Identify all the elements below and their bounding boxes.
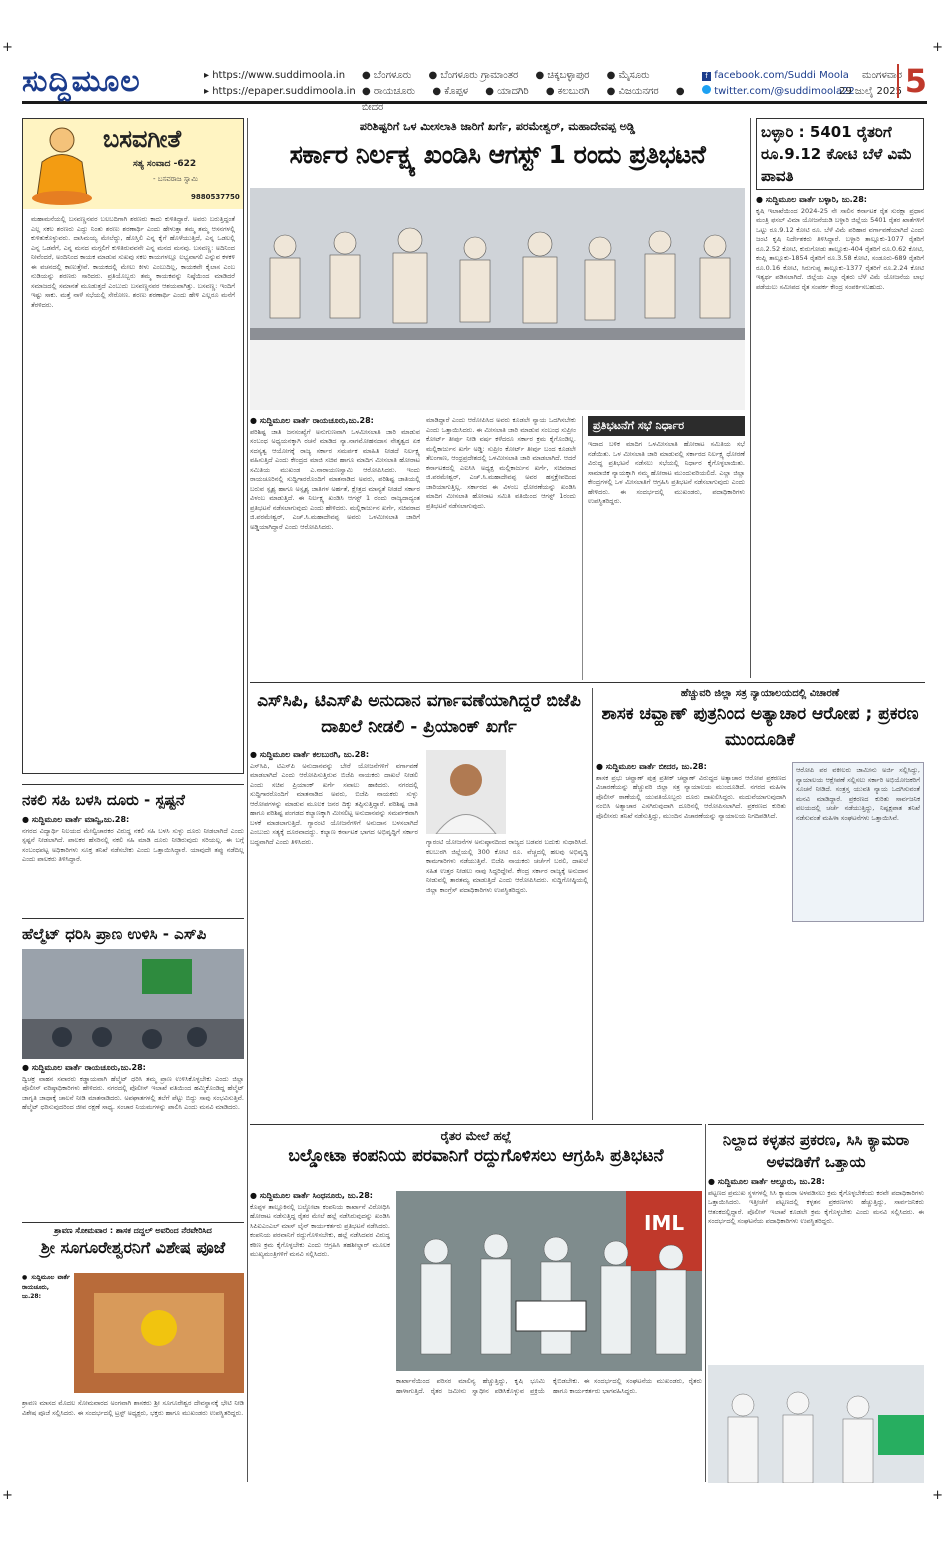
protest-photo <box>396 1191 702 1371</box>
court-kicker: ಹೆಚ್ಚುವರಿ ಜಿಲ್ಲಾ ಸತ್ರ ನ್ಯಾಯಾಲಯದಲ್ಲಿ ವಿಚಾರಣೆ <box>680 688 840 699</box>
baldota-byline: ● ಸುದ್ದಿಮೂಲ ವಾರ್ತೆ ಸಿಂಧನೂರು, ಜು.28: <box>250 1191 373 1200</box>
pooja-body-text: ಶ್ರಾವಣ ಮಾಸದ ಮೊದಲ ಸೋಮವಾರದ ಅಂಗವಾಗಿ ಶಾಸಕರು ಶ್ರೀ ಸೂಗೂರೇಶ್ವರ ದೇವಸ್ಥಾನಕ್ಕೆ ಭೇಟಿ ನೀಡಿ ವಿಶೇಷ ಪೂಜೆ ಸಲ್ಲಿಸಿದರು. ಈ ಸಂದರ್ಭದಲ್ಲಿ ಟ್ರಸ್ಟ್ ಅಧ್ಯಕ್ಷರು, ಭಕ್ತರು ಹಾಗೂ ಮುಖಂಡರು ಉಪಸ್ಥಿತರಿದ್ದರು. <box>22 1399 244 1417</box>
basava-subtitle: ಸತ್ಯ ಸಂವಾದ -622 <box>133 159 197 169</box>
nakali-headline: ನಕಲಿ ಸಹಿ ಬಳಸಿ ದೂರು - ಸ್ಪಷ್ಟನೆ <box>22 791 185 809</box>
issue-date <box>832 68 902 100</box>
lead-body-area <box>250 416 745 680</box>
column-divider <box>592 688 593 1120</box>
registration-mark: + <box>932 40 943 55</box>
ballari-story <box>756 118 924 678</box>
baldota-headline: ಬಲ್ಡೋಟಾ ಕಂಪನಿಯ ಪರವಾನಿಗೆ ರದ್ದುಗೊಳಿಸಲು ಆಗ್ರಹಿಸಿ ಪ್ರತಿಭಟನೆ <box>288 1146 664 1166</box>
pooja-kicker: ಶ್ರಾವಣ ಸೋಮವಾರ : ಶಾಸಕ ದದ್ದಲ್ ಅವರಿಂದ ನೆರವೇರಿಸಿದ <box>54 1226 212 1235</box>
twitter-link[interactable]: twitter.com/@suddimoola22 <box>702 84 855 100</box>
press-meet-photo <box>250 188 745 410</box>
masthead <box>22 62 927 113</box>
court-byline: ● ಸುದ್ದಿಮೂಲ ವಾರ್ತೆ ಬೀದರ, ಜು.28: <box>596 762 707 771</box>
lead-byline: ● ಸುದ್ದಿಮೂಲ ವಾರ್ತೆ ರಾಯಚೂರು,ಜು.28: <box>250 416 374 425</box>
nakali-story <box>22 784 244 914</box>
lead-body: ● ಸುದ್ದಿಮೂಲ ವಾರ್ತೆ ರಾಯಚೂರು,ಜು.28: ಪರಿಶಿಷ್ಟ ಜಾತಿ ಜನಸಂಖ್ಯೆಗೆ ಅನುಗುಣವಾಗಿ ಒಳಮೀಸಲಾತಿ ಜಾರಿ ಮಾಡುವ ಸಂಬಂಧ ಅಧ್ಯಯನಕ್ಕಾಗಿ ರಚನೆ ಮಾಡಿದ ನ್ಯಾ.ನಾಗಮೋಹನದಾಸ ನೇತೃತ್ವದ ಏಕ ಸದಸ್ಯತ್ವ ಆಯೋಗಕ್ಕೆ ರಾಜ್ಯ ಸರ್ಕಾರ ಸಮರ್ಪಕ ಮಾಹಿತಿ ನೀಡದೆ ನಿರ್ಲಕ್ಷ್ಯ ವಹಿಸುತ್ತಿದೆ ಎಂದು ಕೇಂದ್ರದ ಮಾಜಿ ಸಚಿವ ಹಾಗೂ ಮಾದಿಗ ಮೀಸಲಾತಿ ಹೋರಾಟ ಸಮಿತಿಯ ಮುಖಂಡ ಎ.ನಾರಾಯಣಸ್ವಾಮಿ ಆರೋಪಿಸಿದರು. ಇಂದು ರಾಯಚೂರಿನಲ್ಲಿ ಸುದ್ದಿಗಾರರೊಂದಿಗೆ ಮಾತನಾಡಿದ ಅವರು, ಪರಿಶಿಷ್ಟ ಜಾತಿಯಲ್ಲಿ ಬರುವ ಸ್ಪೃಶ್ಯ ಹಾಗೂ ಅಸ್ಪೃಶ್ಯ ಜಾತಿಗಳ ಅರ್ಹತೆ, ಕ್ಷೇತ್ರದ ಮಾನ್ಯತೆ ನೀಡದೆ ಸರ್ಕಾರ ವಿಳಂಬ ಮಾಡುತ್ತಿದೆ. ಈ ನಿರ್ಲಕ್ಷ್ಯ ಖಂಡಿಸಿ ಆಗಸ್ಟ್ 1 ರಂದು ರಾಜ್ಯದಾದ್ಯಂತ ಪ್ರತಿಭಟನೆ ನಡೆಸಲಾಗುವುದು ಎಂದು ಹೇಳಿದರು. ಮಲ್ಲಿಕಾರ್ಜುನ ಖರ್ಗೆ, ಸಚಿವರಾದ ಜಿ.ಪರಮೇಶ್ವರ್, ಎಚ್.ಸಿ.ಮಹಾದೇವಪ್ಪ ಅವರು ಒಳಮೀಸಲಾತಿ ಜಾರಿಗೆ ಅಡ್ಡಿಯಾಗಿದ್ದಾರೆ ಎಂದು ಆರೋಪಿಸಿದರು. <box>250 416 420 531</box>
lead-kicker: ಪರಿಶಿಷ್ಟರಿಗೆ ಒಳ ಮೀಸಲಾತಿ ಜಾರಿಗೆ ಖರ್ಗೆ, ಪರಮೇಶ್ವರ್, ಮಹಾದೇವಪ್ಪ ಅಡ್ಡಿ <box>359 120 636 133</box>
website-links <box>204 68 356 100</box>
lead-headline: ಸರ್ಕಾರ ನಿರ್ಲಕ್ಷ್ಯ ಖಂಡಿಸಿ ಆಗಸ್ಟ್ 1 ರಂದು ಪ್ರತಿಭಟನೆ <box>289 140 706 169</box>
sabhe-box <box>582 416 745 680</box>
website-link[interactable]: ▸ https://www.suddimoola.in <box>204 70 346 81</box>
memorandum-photo <box>708 1365 924 1483</box>
temple-photo <box>74 1273 244 1393</box>
nakali-body: ● ಸುದ್ದಿಮೂಲ ವಾರ್ತೆ ಮಾನ್ವಿ,ಜು.28: ನಗರದ ವಿದ್ಯಾರ್ಥಿ ನಿಲಯದ ಮೇಲ್ವಿಚಾರಕರ ವಿರುದ್ಧ ನಕಲಿ ಸಹಿ ಬಳಸಿ ಸುಳ್ಳು ದೂರು ನೀಡಲಾಗಿದೆ ಎಂದು ಸ್ಪಷ್ಟನೆ ನೀಡಲಾಗಿದೆ. ಪಾಲಕರ ಹೆಸರಿನಲ್ಲಿ ನಕಲಿ ಸಹಿ ಮಾಡಿ ದೂರು ನೀಡಿರುವುದು ಸರಿಯಲ್ಲ. ಈ ಬಗ್ಗೆ ಸಂಬಂಧಪಟ್ಟ ಅಧಿಕಾರಿಗಳು ಸೂಕ್ತ ತನಿಖೆ ನಡೆಸಬೇಕು ಎಂದು ಒತ್ತಾಯಿಸಿದ್ದಾರೆ. ಯಾವುದೇ ತಪ್ಪು ನಡೆದಿಲ್ಲ ಎಂದು ಪಾಲಕರು ತಿಳಿಸಿದ್ದಾರೆ. <box>22 815 244 863</box>
epaper-link[interactable]: ▸ https://epaper.suddimoola.in <box>204 86 356 97</box>
edition-list <box>362 68 692 116</box>
kharge-headline: ಎಸ್‌ಸಿಪಿ, ಟಿಎಸ್‌ಪಿ ಅನುದಾನ ವರ್ಗಾವಣೆಯಾಗಿದ್ದರೆ ಬಿಜೆಪಿ ದಾಖಲೆ ನೀಡಲಿ - ಪ್ರಿಯಾಂಕ್ ಖರ್ಗೆ <box>257 691 581 737</box>
facebook-icon: f <box>702 72 711 81</box>
basava-title: ಬಸವಗೀತೆ <box>103 125 182 153</box>
column-divider <box>247 118 248 1482</box>
court-body: ● ಸುದ್ದಿಮೂಲ ವಾರ್ತೆ ಬೀದರ, ಜು.28: ಶಾಸಕ ಪ್ರಭು ಚವ್ಹಾಣ್ ಪುತ್ರ ಪ್ರತೀಕ್ ಚವ್ಹಾಣ್ ವಿರುದ್ಧದ ಅತ್ಯಾಚಾರ ಆರೋಪ ಪ್ರಕರಣದ ವಿಚಾರಣೆಯನ್ನು ಹೆಚ್ಚುವರಿ ಜಿಲ್ಲಾ ಸತ್ರ ನ್ಯಾಯಾಲಯ ಮುಂದೂಡಿದೆ. ನಗರದ ಮಹಿಳಾ ಪೊಲೀಸ್ ಠಾಣೆಯಲ್ಲಿ ಯುವತಿಯೊಬ್ಬರು ದೂರು ದಾಖಲಿಸಿದ್ದರು. ಮದುವೆಯಾಗುವುದಾಗಿ ನಂಬಿಸಿ ಅತ್ಯಾಚಾರ ಎಸಗಿರುವುದಾಗಿ ದೂರಿನಲ್ಲಿ ಆರೋಪಿಸಲಾಗಿದೆ. ಪ್ರಕರಣದ ಕುರಿತು ಪೊಲೀಸರು ತನಿಖೆ ನಡೆಸುತ್ತಿದ್ದು, ಮುಂದಿನ ವಿಚಾರಣೆಯನ್ನು ನ್ಯಾಯಾಲಯ ನಿಗದಿಪಡಿಸಿದೆ. <box>596 762 786 820</box>
twitter-icon <box>702 85 711 94</box>
nilada-byline: ● ಸುದ್ದಿಮೂಲ ವಾರ್ತೆ ಆಲ್ದೂರು, ಜು.28: <box>708 1177 825 1186</box>
pooja-headline: ಶ್ರೀ ಸೂಗೂರೇಶ್ವರನಿಗೆ ವಿಶೇಷ ಪೂಜೆ <box>40 1238 226 1257</box>
rally-art <box>22 949 244 1059</box>
ballari-body: ● ಸುದ್ದಿಮೂಲ ವಾರ್ತೆ ಬಳ್ಳಾರಿ, ಜು.28: ಕೃಷಿ ಇಲಾಖೆಯಿಂದ 2024-25 ನೇ ಸಾಲಿನ ಕರ್ನಾಟಕ ರೈತ ಸುರಕ್ಷಾ ಪ್ರಧಾನ ಮಂತ್ರಿ ಫಸಲ್ ವಿಮಾ ಯೋಜನೆಯಡಿ ಬಳ್ಳಾರಿ ಜಿಲ್ಲೆಯ 5401 ರೈತರ ಖಾತೆಗಳಿಗೆ ಒಟ್ಟು ರೂ.9.12 ಕೋಟಿ ರೂ. ಬೆಳೆ ವಿಮೆ ಪರಿಹಾರ ವರ್ಗಾವಣೆಯಾಗಿದೆ ಎಂದು ಜಂಟಿ ಕೃಷಿ ನಿರ್ದೇಶಕರು ತಿಳಿಸಿದ್ದಾರೆ. ಬಳ್ಳಾರಿ ತಾಲ್ಲೂಕು-1077 ರೈತರಿಗೆ ರೂ.2.52 ಕೋಟಿ, ಕುರುಗೋಡು ತಾಲ್ಲೂಕು-404 ರೈತರಿಗೆ ರೂ.0.62 ಕೋಟಿ, ಕಂಪ್ಲಿ ತಾಲ್ಲೂಕು-1854 ರೈತರಿಗೆ ರೂ.3.58 ಕೋಟಿ, ಸಂಡೂರು-689 ರೈತರಿಗೆ ರೂ.0.16 ಕೋಟಿ, ಸಿರುಗುಪ್ಪ ತಾಲ್ಲೂಕು-1377 ರೈತರಿಗೆ ರೂ.2.24 ಕೋಟಿ ಇತ್ಯರ್ಥ ಪಡಿಸಲಾಗಿದೆ. ಜಿಲ್ಲೆಯ ಎಲ್ಲಾ ರೈತರು ಬೆಳೆ ವಿಮೆ ಯೋಜನೆಯ ಲಾಭ ಪಡೆಯಲು ಸಮೀಪದ ರೈತ ಸಂಪರ್ಕ ಕೇಂದ್ರ ಸಂಪರ್ಕಿಸಬಹುದು. <box>756 195 924 291</box>
ballari-headline: ಬಳ್ಳಾರಿ : 5401 ರೈತರಿಗೆ ರೂ.9.12 ಕೋಟಿ ಬೆಳೆ ವಿಮೆ ಪಾವತಿ <box>756 118 924 190</box>
temple-art <box>74 1273 244 1393</box>
edition-item: ● ಚಿಕ್ಕಬಳ್ಳಾಪುರ <box>535 70 590 81</box>
portrait-art <box>426 750 506 834</box>
helmet-headline: ಹೆಲ್ಮೆಟ್ ಧರಿಸಿ ಪ್ರಾಣ ಉಳಿಸಿ - ಎಸ್‌ಪಿ <box>22 925 207 943</box>
kharge-body-cont: ಗ್ಯಾರಂಟಿ ಯೋಜನೆಗಳ ಅನುಷ್ಠಾನದಿಂದ ರಾಜ್ಯದ ಬಡವರ ಬದುಕು ಸುಧಾರಿಸಿದೆ. ಕಲಬುರಗಿ ಜಿಲ್ಲೆಯಲ್ಲಿ 300 ಕೋಟಿ ರೂ. ವೆಚ್ಚದಲ್ಲಿ ಹಲವು ಅಭಿವೃದ್ಧಿ ಕಾಮಗಾರಿಗಳು ನಡೆಯುತ್ತಿವೆ. ಬಿಜೆಪಿ ನಾಯಕರು ಚರ್ಚೆಗೆ ಬರಲಿ, ದಾಖಲೆ ಸಹಿತ ಉತ್ತರ ನೀಡಲು ನಾವು ಸಿದ್ಧರಿದ್ದೇವೆ. ಕೇಂದ್ರ ಸರ್ಕಾರ ರಾಜ್ಯಕ್ಕೆ ಅನುದಾನ ನೀಡುವಲ್ಲಿ ತಾರತಮ್ಯ ಮಾಡುತ್ತಿದೆ ಎಂದು ಆರೋಪಿಸಿದರು. ಸುದ್ದಿಗೋಷ್ಠಿಯಲ್ಲಿ ಜಿಲ್ಲಾ ಕಾಂಗ್ರೆಸ್ ಪದಾಧಿಕಾರಿಗಳು ಉಪಸ್ಥಿತರಿದ್ದರು. <box>426 838 588 894</box>
baldota-kicker: ರೈತರ ಮೇಲೆ ಹಲ್ಲೆ <box>440 1129 512 1143</box>
nilada-body: ● ಸುದ್ದಿಮೂಲ ವಾರ್ತೆ ಆಲ್ದೂರು, ಜು.28: ಪಟ್ಟಣದ ಪ್ರಮುಖ ಸ್ಥಳಗಳಲ್ಲಿ ಸಿಸಿ ಕ್ಯಾಮರಾ ಅಳವಡಿಸಲು ಕ್ರಮ ಕೈಗೊಳ್ಳಬೇಕೆಂದು ಕರವೇ ಪದಾಧಿಕಾರಿಗಳು ಒತ್ತಾಯಿಸಿದರು. ಇತ್ತೀಚೆಗೆ ಪಟ್ಟಣದಲ್ಲಿ ಕಳ್ಳತನ ಪ್ರಕರಣಗಳು ಹೆಚ್ಚುತ್ತಿದ್ದು, ಸಾರ್ವಜನಿಕರು ಆತಂಕದಲ್ಲಿದ್ದಾರೆ. ಪೊಲೀಸ್ ಇಲಾಖೆ ಕೂಡಲೇ ಕ್ರಮ ಕೈಗೊಳ್ಳಬೇಕು ಎಂದು ಮನವಿ ಸಲ್ಲಿಸಿದರು. ಈ ಸಂದರ್ಭದಲ್ಲಿ ಸಂಘಟನೆಯ ಪದಾಧಿಕಾರಿಗಳು ಉಪಸ್ಥಿತರಿದ್ದರು. <box>708 1177 924 1225</box>
basava-author: - ಬಸವರಾಜ ಸ್ವಾಮಿ <box>153 175 198 183</box>
column-divider <box>705 1124 706 1482</box>
registration-mark: + <box>2 1488 13 1503</box>
seated-sage-icon <box>27 122 97 206</box>
basava-phone: 9880537750 <box>191 193 240 201</box>
edition-item: ● ಕಲಬುರಗಿ <box>545 86 590 97</box>
helmet-byline: ● ಸುದ್ದಿಮೂಲ ವಾರ್ತೆ ರಾಯಚೂರು,ಜು.28: <box>22 1063 146 1072</box>
edition-item: ● ಯಾದಗಿರಿ <box>485 86 529 97</box>
basava-column <box>22 118 244 774</box>
helmet-rally-photo <box>22 949 244 1059</box>
edition-item: ● ಕೊಪ್ಪಳ <box>432 86 469 97</box>
lead-story <box>250 118 745 680</box>
edition-item: ● ರಾಯಚೂರು <box>362 86 416 97</box>
issue-date-text: 29 ಜುಲೈ 2025 <box>839 86 902 97</box>
court-headline: ಶಾಸಕ ಚವ್ಹಾಣ್ ಪುತ್ರನಿಂದ ಅತ್ಯಾಚಾರ ಆರೋಪ ; ಪ್ರಕರಣ ಮುಂದೂಡಿಕೆ <box>601 704 919 750</box>
sabhe-body: ಇದಾದ ಬಳಿಕ ಮಾದಿಗ ಒಳಮೀಸಲಾತಿ ಹೋರಾಟ ಸಮಿತಿಯ ಸಭೆ ನಡೆಯಿತು. ಒಳ ಮೀಸಲಾತಿ ಜಾರಿ ಮಾಡುವಲ್ಲಿ ಸರ್ಕಾರದ ನಿರ್ಲಕ್ಷ್ಯ ಧೋರಣೆ ವಿರುದ್ಧ ಪ್ರತಿಭಟನೆ ನಡೆಸಲು ಸಭೆಯಲ್ಲಿ ನಿರ್ಧಾರ ಕೈಗೊಳ್ಳಲಾಯಿತು. ಸಾಮಾಜಿಕ ನ್ಯಾಯಕ್ಕಾಗಿ ನಮ್ಮ ಹೋರಾಟ ಮುಂದುವರಿಯಲಿದೆ. ಎಲ್ಲಾ ಜಿಲ್ಲಾ ಕೇಂದ್ರಗಳಲ್ಲಿ ಒಳ ಮೀಸಲಾತಿಗೆ ಆಗ್ರಹಿಸಿ ಪ್ರತಿಭಟನೆ ನಡೆಸಲಾಗುವುದು ಎಂದು ಹೇಳಿದರು. ಈ ಸಂದರ್ಭದಲ್ಲಿ ಮುಖಂಡರು, ಪದಾಧಿಕಾರಿಗಳು ಉಪಸ್ಥಿತರಿದ್ದರು. <box>588 440 745 505</box>
protest-banner-text: IML <box>644 1211 685 1235</box>
memorandum-art <box>708 1365 924 1483</box>
sabhe-title: ಪ್ರತಿಭಟನೆಗೆ ಸಭೆ ನಿರ್ಧಾರ <box>588 416 745 436</box>
kharge-body: ● ಸುದ್ದಿಮೂಲ ವಾರ್ತೆ ಕಲಬುರಗಿ, ಜು.28: ಎಸ್‌ಸಿಪಿ, ಟಿಎಸ್‌ಪಿ ಅನುದಾನವನ್ನು ಬೇರೆ ಯೋಜನೆಗಳಿಗೆ ವರ್ಗಾವಣೆ ಮಾಡಲಾಗಿದೆ ಎಂದು ಆರೋಪಿಸುತ್ತಿರುವ ಬಿಜೆಪಿ ನಾಯಕರು ದಾಖಲೆ ನೀಡಲಿ ಎಂದು ಸಚಿವ ಪ್ರಿಯಾಂಕ್ ಖರ್ಗೆ ಸವಾಲು ಹಾಕಿದರು. ನಗರದಲ್ಲಿ ಸುದ್ದಿಗಾರರೊಂದಿಗೆ ಮಾತನಾಡಿದ ಅವರು, ಬಿಜೆಪಿ ನಾಯಕರು ಸುಳ್ಳು ಆರೋಪಗಳನ್ನು ಮಾಡುವ ಮೂಲಕ ಜನರ ದಿಕ್ಕು ತಪ್ಪಿಸುತ್ತಿದ್ದಾರೆ. ಪರಿಶಿಷ್ಟ ಜಾತಿ ಹಾಗೂ ಪರಿಶಿಷ್ಟ ಪಂಗಡದ ಕಲ್ಯಾಣಕ್ಕಾಗಿ ಮೀಸಲಿಟ್ಟ ಅನುದಾನವನ್ನು ಸಮರ್ಪಕವಾಗಿ ಬಳಕೆ ಮಾಡಲಾಗುತ್ತಿದೆ. ಗ್ಯಾರಂಟಿ ಯೋಜನೆಗಳಿಗೆ ಅನುದಾನ ಬಳಸಲಾಗಿದೆ ಎಂಬುದು ಸತ್ಯಕ್ಕೆ ದೂರವಾದದ್ದು. ಕಲ್ಯಾಣ ಕರ್ನಾಟಕ ಭಾಗದ ಅಭಿವೃದ್ಧಿಗೆ ಸರ್ಕಾರ ಬದ್ಧವಾಗಿದೆ ಎಂದು ತಿಳಿಸಿದರು. <box>250 750 418 846</box>
facebook-link[interactable]: f facebook.com/Suddi Moola <box>702 68 855 84</box>
court-body-cont: ಆರೋಪಿ ಪರ ವಕೀಲರು ಜಾಮೀನು ಅರ್ಜಿ ಸಲ್ಲಿಸಿದ್ದು, ನ್ಯಾಯಾಲಯ ಆಕ್ಷೇಪಣೆ ಸಲ್ಲಿಸಲು ಸರ್ಕಾರಿ ಅಭಿಯೋಜಕರಿಗೆ ಸೂಚನೆ ನೀಡಿದೆ. ಸಂತ್ರಸ್ತ ಯುವತಿ ನ್ಯಾಯ ಒದಗಿಸುವಂತೆ ಮನವಿ ಮಾಡಿದ್ದಾರೆ. ಪ್ರಕರಣದ ಕುರಿತು ಸಾರ್ವಜನಿಕ ವಲಯದಲ್ಲಿ ಚರ್ಚೆ ನಡೆಯುತ್ತಿದ್ದು, ನಿಷ್ಪಕ್ಷಪಾತ ತನಿಖೆ ನಡೆಸುವಂತೆ ಮಹಿಳಾ ಸಂಘಟನೆಗಳು ಒತ್ತಾಯಿಸಿವೆ. <box>792 762 924 922</box>
registration-mark: + <box>932 1488 943 1503</box>
pooja-story <box>22 1222 244 1482</box>
basava-header <box>23 119 243 209</box>
basava-body: ಮಹಾಮನೆಯಲ್ಲಿ ಬಸವಣ್ಣನವರ ಬಲಬದಿಗಾಗಿ ಶರಣರು ಕಾದು ಕುಳಿತಿದ್ದಾರೆ. ಅವರು ಬರುತ್ತಿದ್ದಂತೆ ಎಲ್ಲ ಸಕಲ ಶರಣರು ಎದ್ದು ನಿಂತು ಶರಣು ಶರಣಾರ್ಥಿ ಎಂದು ಹೇಳುತ್ತಾ ತಮ್ಮ ತಮ್ಮ ಆಸನಗಳಲ್ಲಿ ಕುಳಿತುಕೊಳ್ಳುವರು. ದಾಸಿಮಯ್ಯ ಮೇಲೆದ್ದು, ಹೊಸ್ತಿಲಿ ಎನ್ನ ಕೈಗೆ ಹೊಳೆಯುತ್ತಿದೆ, ಎನ್ನ ಒಡಲಲ್ಲಿ ಎನ್ನ ಒಡವೆಗೆ, ಎನ್ನ ಮನದ ಮಗ್ಗಲಿಗೆ ಕುಳಿತಿರುವವನೇ ಎನ್ನ ಮನದ ಮನವು. ಬಸವಣ್ಣ: ಅದಿನಿಂದ ನೀವೆಂದರೆ, ಅಂದಿನಿಂದ ಕಾಯಕ ಮಾಡುವ ಸುಖವು ಸಕಲ ಕಾಯಗಳಲ್ಲೂ ಲಭ್ಯವಾಗಲಿ ಎನ್ನುವ ಕಳಕಳಿ ಈ ವಚನದಲ್ಲಿ ಕಾಣುತ್ತೇವೆ. ಕಾಯಕದಲ್ಲಿ ಮೇಲು ಕೀಳು ಎಂಬುದಿಲ್ಲ, ಕಾಯಕವೇ ಕೈಲಾಸ ಎಂಬ ನುಡಿಯನ್ನು ಶರಣರು ಸಾರಿದರು. ಪ್ರತಿಯೊಬ್ಬರು ತಮ್ಮ ಕಾಯಕವನ್ನು ನಿಷ್ಠೆಯಿಂದ ಮಾಡಿದರೆ ಸಮಾಜದಲ್ಲಿ ಸಮಾನತೆ ಮೂಡುತ್ತದೆ ಎಂಬುದು ಬಸವಣ್ಣನವರ ಆಶಯವಾಗಿತ್ತು. ಬಸವಣ್ಣ: ಇಂದಿಗೆ ಇಷ್ಟು ಸಾಕು. ಮತ್ತೆ ನಾಳೆ ಸಭೆಯಲ್ಲಿ ಸೇರೋಣ. ಶರಣು ಶರಣಾರ್ಥಿ ಎಂದು ಹೇಳಿ ಎಲ್ಲರೂ ಮನೆಗೆ ತೆರಳಿದರು. <box>31 215 235 309</box>
helmet-body: ● ಸುದ್ದಿಮೂಲ ವಾರ್ತೆ ರಾಯಚೂರು,ಜು.28: ದ್ವಿಚಕ್ರ ವಾಹನ ಸವಾರರು ಕಡ್ಡಾಯವಾಗಿ ಹೆಲ್ಮೆಟ್ ಧರಿಸಿ ತಮ್ಮ ಪ್ರಾಣ ಉಳಿಸಿಕೊಳ್ಳಬೇಕು ಎಂದು ಜಿಲ್ಲಾ ಪೊಲೀಸ್ ವರಿಷ್ಠಾಧಿಕಾರಿಗಳು ಹೇಳಿದರು. ನಗರದಲ್ಲಿ ಪೊಲೀಸ್ ಇಲಾಖೆ ವತಿಯಿಂದ ಹಮ್ಮಿಕೊಂಡಿದ್ದ ಹೆಲ್ಮೆಟ್ ಜಾಗೃತಿ ಜಾಥಾಕ್ಕೆ ಚಾಲನೆ ನೀಡಿ ಮಾತನಾಡಿದರು. ಅಪಘಾತಗಳಲ್ಲಿ ತಲೆಗೆ ಪೆಟ್ಟು ಬಿದ್ದು ಸಾವು ಸಂಭವಿಸುತ್ತಿವೆ. ಹೆಲ್ಮೆಟ್ ಧರಿಸುವುದರಿಂದ ಜೀವ ರಕ್ಷಣೆ ಸಾಧ್ಯ. ಸಂಚಾರ ನಿಯಮಗಳನ್ನು ಪಾಲಿಸಿ ಎಂದು ಮನವಿ ಮಾಡಿದರು. <box>22 1063 244 1111</box>
nakali-byline: ● ಸುದ್ದಿಮೂಲ ವಾರ್ತೆ ಮಾನ್ವಿ,ಜು.28: <box>22 815 130 824</box>
column-divider <box>750 118 751 678</box>
pooja-byline: ● ಸುದ್ದಿಮೂಲ ವಾರ್ತೆ ರಾಯಚೂರು, ಜು.28: <box>22 1274 70 1300</box>
pooja-body <box>22 1273 70 1393</box>
edition-item: ● ಮೈಸೂರು <box>606 70 650 81</box>
edition-item: ● ಬೀದರ <box>362 86 685 113</box>
edition-item: ● ವಿಜಯನಗರ <box>606 86 659 97</box>
lead-body-cont: ಮಾಡಿದ್ದಾರೆ ಎಂದು ಆರೋಪಿಸಿದ ಅವರು ಕೂಡಲೇ ನ್ಯಾಯ ಒದಗಿಸಬೇಕು ಎಂದು ಒತ್ತಾಯಿಸಿದರು. ಈ ಮೀಸಲಾತಿ ಜಾರಿ ಮಾಡುವ ಸಂಬಂಧ ಸುಪ್ರೀಂ ಕೋರ್ಟ್ ತೀರ್ಪು ನೀಡಿ ವರ್ಷ ಕಳೆದರೂ ಸರ್ಕಾರ ಕ್ರಮ ಕೈಗೊಂಡಿಲ್ಲ. ಮಲ್ಲಿಕಾರ್ಜುನ ಖರ್ಗೆ ಅಡ್ಡಿ: ಸುಪ್ರೀಂ ಕೋರ್ಟ್ ತೀರ್ಪು ಬಂದ ಕೂಡಲೇ ತೆಲಂಗಾಣ, ಆಂಧ್ರಪ್ರದೇಶದಲ್ಲಿ ಒಳಮೀಸಲಾತಿ ಜಾರಿ ಮಾಡಲಾಗಿದೆ. ಆದರೆ ಕರ್ನಾಟಕದಲ್ಲಿ ಎಐಸಿಸಿ ಅಧ್ಯಕ್ಷ ಮಲ್ಲಿಕಾರ್ಜುನ ಖರ್ಗೆ, ಸಚಿವರಾದ ಜಿ.ಪರಮೇಶ್ವರ್, ಎಚ್.ಸಿ.ಮಹಾದೇವಪ್ಪ ಅವರ ಹಸ್ತಕ್ಷೇಪದಿಂದ ಜಾರಿಯಾಗುತ್ತಿಲ್ಲ. ಸರ್ಕಾರದ ಈ ವಿಳಂಬ ಧೋರಣೆಯನ್ನು ಖಂಡಿಸಿ ಮಾದಿಗ ಮೀಸಲಾತಿ ಹೋರಾಟ ಸಮಿತಿ ವತಿಯಿಂದ ಆಗಸ್ಟ್ 1ರಂದು ಪ್ರತಿಭಟನೆ ನಡೆಸಲಾಗುವುದು. <box>426 416 576 510</box>
edition-item: ● ಬೆಂಗಳೂರು ಗ್ರಾಮಾಂತರ <box>428 70 519 81</box>
nilada-story <box>708 1124 924 1482</box>
minister-portrait <box>426 750 506 834</box>
kharge-byline: ● ಸುದ್ದಿಮೂಲ ವಾರ್ತೆ ಕಲಬುರಗಿ, ಜು.28: <box>250 750 370 759</box>
page-number: 5 <box>897 64 927 98</box>
baldota-body-cont: ಕಾರ್ಖಾನೆಯಿಂದ ಪರಿಸರ ಮಾಲಿನ್ಯ ಹೆಚ್ಚುತ್ತಿದ್ದು, ಕೃಷಿ ಭೂಮಿ ಹಾಳಾಗುತ್ತಿದೆ. ರೈತರ ಜಮೀನು ಸ್ವಾಧೀನ ಪಡಿಸಿಕೊಳ್ಳುವ ಪ್ರಕ್ರಿಯೆ ಕೈಬಿಡಬೇಕು. ಈ ಸಂದರ್ಭದಲ್ಲಿ ಸಂಘಟನೆಯ ಮುಖಂಡರು, ರೈತರು ಹಾಗೂ ಕಾರ್ಯಕರ್ತರು ಭಾಗವಹಿಸಿದ್ದರು. <box>396 1377 702 1395</box>
ballari-byline: ● ಸುದ್ದಿಮೂಲ ವಾರ್ತೆ ಬಳ್ಳಾರಿ, ಜು.28: <box>756 195 868 204</box>
nilada-headline: ನಿಲ್ದಾದ ಕಳ್ಳತನ ಪ್ರಕರಣ, ಸಿಸಿ ಕ್ಯಾಮರಾ ಅಳವಡಿಕೆಗೆ ಒತ್ತಾಯ <box>722 1131 910 1171</box>
issue-day: ಮಂಗಳವಾರ <box>861 70 902 81</box>
helmet-story <box>22 918 244 1218</box>
registration-mark: + <box>2 40 13 55</box>
baldota-story <box>250 1124 702 1482</box>
court-story <box>596 688 924 1122</box>
press-meet-photo-art <box>250 188 745 410</box>
divider <box>250 682 925 683</box>
newspaper-logo: ಸುದ್ದಿಮೂಲ <box>22 64 141 99</box>
edition-item: ● ಬೆಂಗಳೂರು <box>362 70 412 81</box>
kharge-story <box>250 688 588 1054</box>
baldota-body: ● ಸುದ್ದಿಮೂಲ ವಾರ್ತೆ ಸಿಂಧನೂರು, ಜು.28: ಕೊಪ್ಪಳ ತಾಲ್ಲೂಕಿನಲ್ಲಿ ಬಲ್ಡೋಟಾ ಕಂಪನಿಯ ಕಾರ್ಖಾನೆ ವಿರೋಧಿಸಿ ಹೋರಾಟ ನಡೆಸುತ್ತಿದ್ದ ರೈತರ ಮೇಲೆ ಹಲ್ಲೆ ನಡೆಸಿರುವುದನ್ನು ಖಂಡಿಸಿ ಸಿಪಿಐಎಂಎಲ್ ಮಾಸ್ ಲೈನ್ ಕಾರ್ಯಕರ್ತರು ಪ್ರತಿಭಟನೆ ನಡೆಸಿದರು. ಕಂಪನಿಯ ಪರವಾನಿಗೆ ರದ್ದುಗೊಳಿಸಬೇಕು, ಹಲ್ಲೆ ನಡೆಸಿದವರ ವಿರುದ್ಧ ಕಠಿಣ ಕ್ರಮ ಕೈಗೊಳ್ಳಬೇಕು ಎಂದು ಆಗ್ರಹಿಸಿ ತಹಶೀಲ್ದಾರ್ ಮೂಲಕ ಮುಖ್ಯಮಂತ್ರಿಗಳಿಗೆ ಮನವಿ ಸಲ್ಲಿಸಿದರು. <box>250 1191 390 1258</box>
